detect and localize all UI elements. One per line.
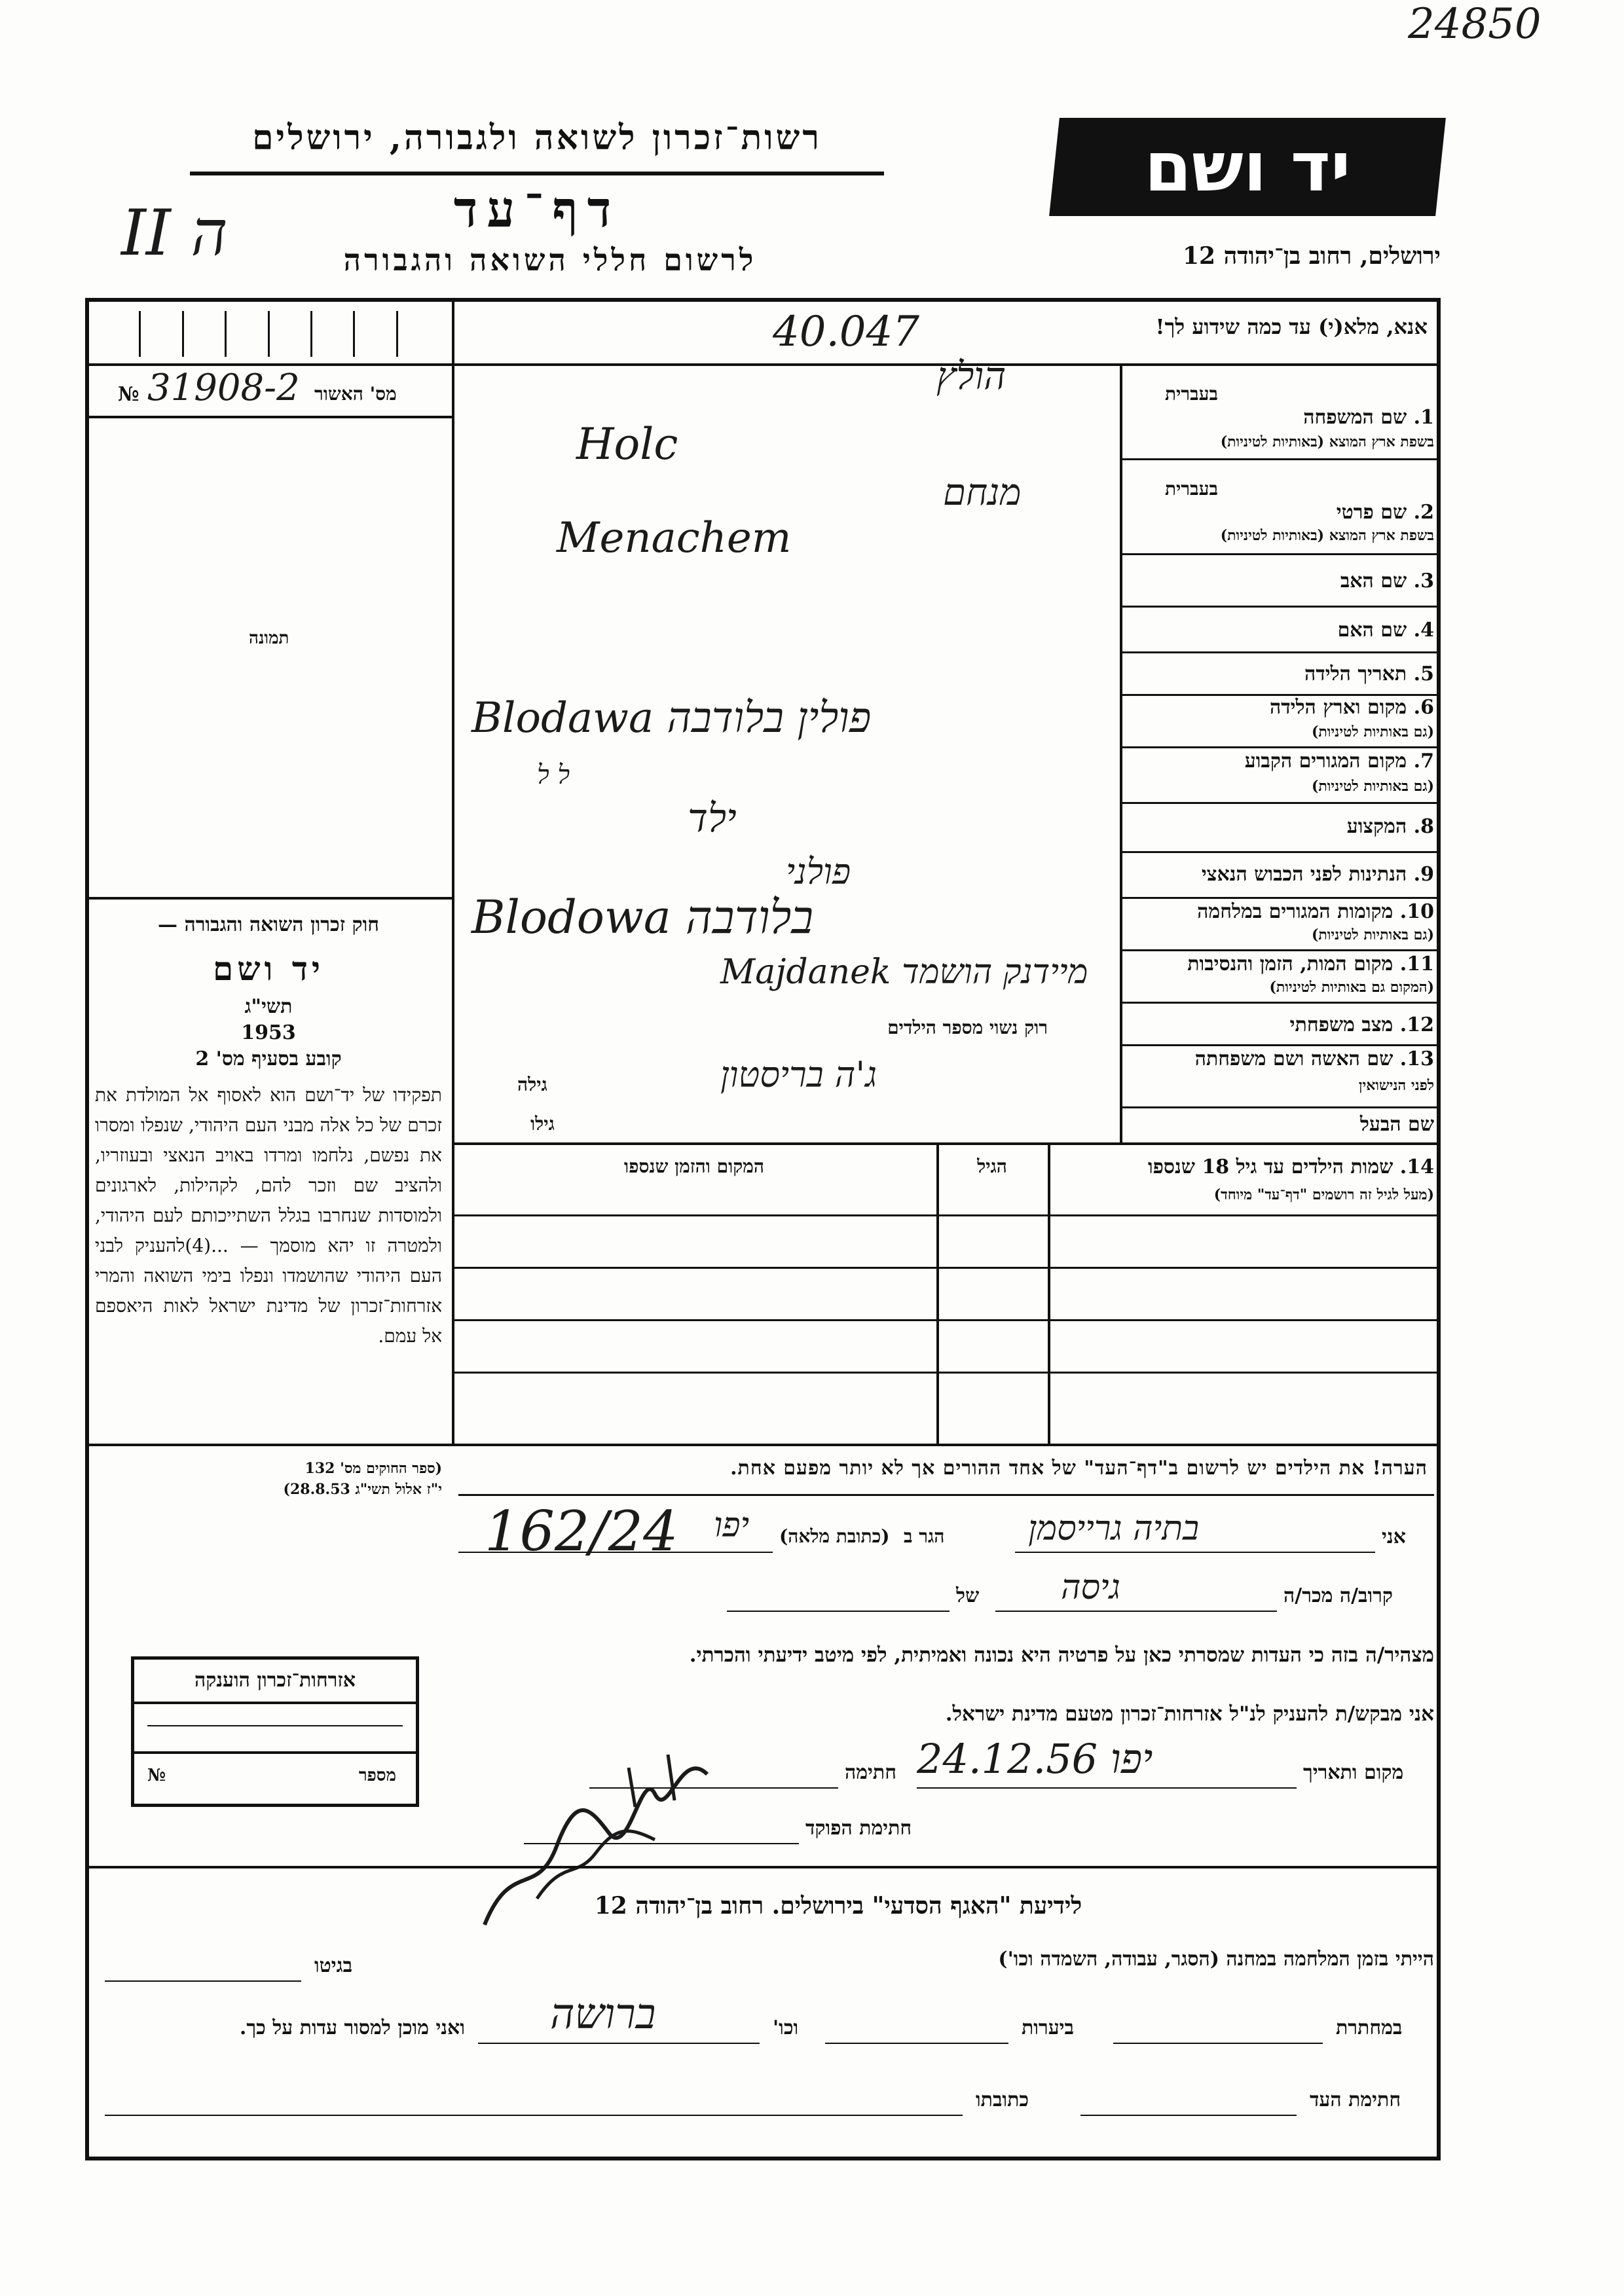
footer-hand-sig: ברושה (550, 1990, 656, 2039)
field7-hand: ל ל (537, 760, 570, 790)
stamp-number: 24850 (1408, 0, 1541, 48)
footer-line1: הייתי בזמן המלחמה במחנה (הסגר, עבודה, השמדה וכו') (998, 1948, 1434, 1971)
husband-age-label: גילו (530, 1113, 555, 1135)
field12-extra: רוק נשוי מספר הילדים (887, 1017, 1048, 1038)
declarant-name: בתיה גרייסמן (1028, 1509, 1200, 1548)
photo-label: תמונה (249, 629, 289, 648)
field13-label: 13. שם האשה ושם משפחתה (1194, 1048, 1434, 1070)
address: ירושלים, רחוב בן־יהודה 12 (1182, 242, 1441, 270)
signature-label: חתימה (845, 1761, 896, 1784)
place-date-label: מקום ותאריך (1303, 1761, 1404, 1784)
footer-ghetto: בגיטו (314, 1954, 353, 1977)
children-col-place: המקום והזמן שנספו (624, 1156, 764, 1177)
field5-label: 5. תאריך הלידה (1304, 663, 1434, 685)
law-year: 1953 (241, 1021, 296, 1044)
children-note: (מעל לגיל זה רושמים "דף־עד" מיוחד) (1213, 1186, 1434, 1203)
law-title: חוק זכרון השואה והגבורה — (158, 913, 379, 936)
declarant-relative: קרוב/ה מכר/ה (1283, 1584, 1393, 1607)
footer-underground: במחתרת (1336, 2016, 1403, 2039)
footer-forests: ביערות (1022, 2016, 1075, 2039)
declarant-addr: יפו (714, 1506, 750, 1545)
field2-heb-tag: בעברית (1164, 478, 1218, 500)
citizenship-title: אזרחות־זכרון הוענקה (134, 1660, 416, 1704)
intro-text: אנא, מלא(י) עד כמה שידוע לך! (1155, 314, 1428, 339)
footer-address: כתובתו (976, 2088, 1029, 2111)
field8-hand: ילד (688, 795, 737, 841)
footer-witness-sig: חתימת העד (1310, 2088, 1401, 2111)
citizenship-number-label: מספר (358, 1766, 396, 1785)
field6-hand: Blodawa פולין בלודבה (471, 694, 872, 742)
law-name: יד ושם (213, 949, 324, 988)
approval-prefix: № (118, 383, 139, 406)
field3-label: 3. שם האב (1340, 570, 1434, 592)
law-section: קובע בסעיף מס' 2 (195, 1048, 342, 1070)
declarant-relation: גיסה (1061, 1568, 1120, 1607)
field4-label: 4. שם האם (1337, 619, 1434, 642)
note-text: הערה! את הילדים יש לרשום ב"דף־העד" של אחד ההורים אך לא יותר מפעם אחת. (730, 1457, 1428, 1480)
field11-label: 11. מקום המות, הזמן והנסיבות (1187, 953, 1434, 975)
footer-etc: וכו' (773, 2016, 799, 2039)
declaration: מצהיר/ה בזה כי העדות שמסרתי כאן על פרטיה היא נכונה ואמיתית, לפי מיטב ידיעתי והכרתי. (689, 1643, 1434, 1667)
field9-hand: פולני (786, 851, 851, 892)
citizenship-number-prefix: № (147, 1766, 166, 1785)
children-col-age: הגיל (977, 1156, 1007, 1177)
field2-label: 2. שם פרטי (1336, 501, 1434, 524)
field6-sub: (גם באותיות לטיניות) (1311, 723, 1434, 740)
declarant-shel: של (956, 1584, 980, 1607)
approval-boxes (98, 311, 439, 357)
margin-mark: II ה (121, 196, 228, 270)
request: אני מבקש/ת להעניק לנ"ל אזרחות־זכרון מטעם מדינת ישראל. (945, 1702, 1434, 1726)
approval-label: מס' האשור (314, 383, 397, 405)
declarant-full-address: (כתובת מלאה) (779, 1525, 890, 1547)
field1-hand-heb: הולץ (936, 354, 1006, 398)
field10-hand: Blodowa בלודבה (471, 890, 814, 944)
field10-label: 10. מקומות המגורים במלחמה (1197, 900, 1434, 923)
field7-sub: (גם באותיות לטיניות) (1311, 778, 1434, 795)
field2-hand-heb: מנחם (943, 471, 1022, 514)
field13-sub: לפני הנישואין (1358, 1077, 1434, 1094)
field9-label: 9. הנתינות לפני הכבוש הנאצי (1201, 863, 1434, 886)
law-body: תפקידו של יד־ושם הוא לאסוף אל המולדת את זכרם של כל אלה מבני העם היהודי, שנפלו ומסרו את נפשם, נלחמו ומרדו באויב הנאצי ובעוזריו, ולהציב שם וזכר להם, לקהילות, לארגונים ולמוסדות שנחרבו בגלל השתייכותם לעם היהודי, ולמטרה זו יהא מוסמך — ...(4)להעניק לבני העם היהודי שהושמדו ונפלו בימי השואה והמרי אזרחות־זכרון של מדינת ישראל לאות היאספם אל עמם. (95, 1084, 442, 1347)
field1-label: 1. שם המשפחה (1303, 406, 1434, 429)
field8-label: 8. המקצוע (1346, 815, 1434, 838)
law-source: (ספר החוקים מס' 132 (304, 1460, 442, 1477)
law-source-date: י"ז אלול תשי"ג 28.8.53) (283, 1481, 442, 1498)
field11-hand: Majdanek מיידנק הושמד (720, 953, 1088, 992)
field12-label: 12. מצב משפחתי (1289, 1013, 1434, 1036)
logo: יד ושם (1049, 118, 1446, 216)
field13-hand: ג'ה בריסטון (720, 1054, 877, 1095)
footer-notice: לידיעת "האגף הסדעי" בירושלים. רחוב בן־יהודה 12 (594, 1892, 1082, 1920)
officer-signature-label: חתימת הפוקד (805, 1817, 912, 1840)
citizenship-box (131, 1656, 419, 1807)
field1-hand-lat: Holc (576, 419, 678, 469)
field11-sub: (המקום גם באותיות לטיניות) (1269, 979, 1434, 996)
field7-label: 7. מקום המגורים הקבוע (1244, 750, 1434, 773)
declarant-ani: אני (1382, 1525, 1406, 1548)
form-subtitle: לרשום חללי השואה והגבורה (343, 242, 757, 278)
footer-ready: ואני מוכן למסור עדות על כך. (239, 2016, 465, 2039)
field1-sub: בשפת ארץ המוצא (באותיות לטיניות) (1220, 433, 1434, 450)
field13-age-label: גילה (517, 1074, 547, 1095)
law-year-heb: תשי"ג (244, 995, 293, 1018)
place-date-value: יפו 24.12.56 (917, 1735, 1153, 1783)
field1-heb-tag: בעברית (1164, 383, 1218, 405)
field2-sub: בשפת ארץ המוצא (באותיות לטיניות) (1220, 527, 1434, 544)
org-name: רשות־זכרון לשואה ולגבורה, ירושלים (252, 118, 822, 158)
form-title: דף־עד (453, 180, 621, 238)
declarant-gar: הגר ב (904, 1525, 945, 1547)
children-title: 14. שמות הילדים עד גיל 18 שנספו (1147, 1156, 1434, 1178)
declarant-stamp: 162/24 (485, 1499, 678, 1563)
approval-number: 31908-2 (147, 367, 300, 409)
husband-label: שם הבעל (1359, 1113, 1434, 1136)
field6-label: 6. מקום וארץ הלידה (1269, 696, 1434, 719)
field10-sub: (גם באותיות לטיניות) (1311, 926, 1434, 943)
field2-hand-lat: Menachem (557, 514, 792, 562)
intro-handwritten: 40.047 (773, 308, 919, 356)
